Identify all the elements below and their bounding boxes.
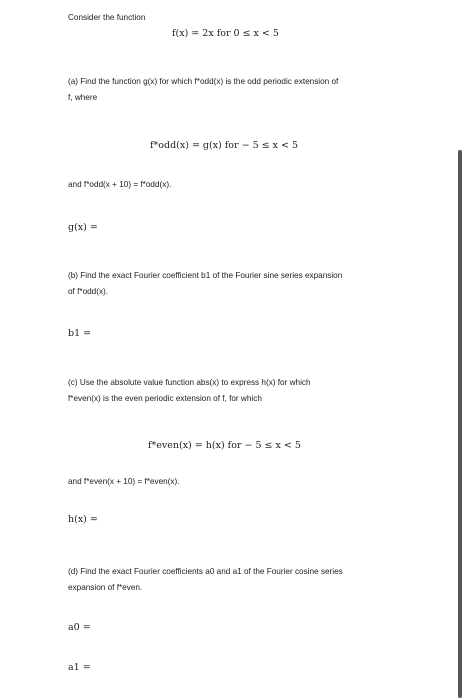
part-d-text-line1: (d) Find the exact Fourier coefficients a0 and a1 of the Fourier cosine series [68, 567, 343, 576]
answer-a1-label: a1 = [68, 662, 91, 673]
part-b-text-line1: (b) Find the exact Fourier coefficient b1 of the Fourier sine series expansion [68, 271, 343, 280]
part-a-equation: f*odd(x) = g(x) for − 5 ≤ x < 5 [150, 140, 299, 151]
answer-g-label: g(x) = [68, 222, 98, 233]
part-a-and-text: and f*odd(x + 10) = f*odd(x). [68, 180, 172, 189]
part-c-and-text: and f*even(x + 10) = f*even(x). [68, 477, 180, 486]
answer-b1-label: b1 = [68, 328, 92, 339]
answer-a0-label: a0 = [68, 622, 91, 633]
part-c-text-line1: (c) Use the absolute value function abs(x) to express h(x) for which [68, 378, 311, 387]
part-a-text-line2: f, where [68, 93, 98, 102]
answer-h-label: h(x) = [68, 514, 98, 525]
part-c-equation: f*even(x) = h(x) for − 5 ≤ x < 5 [148, 440, 301, 451]
function-definition: f(x) = 2x for 0 ≤ x < 5 [172, 28, 279, 39]
part-a-text-line1: (a) Find the function g(x) for which f*odd(x) is the odd periodic extension of [68, 77, 339, 86]
vertical-scrollbar[interactable] [458, 150, 462, 698]
part-d-text-line2: expansion of f*even. [68, 583, 143, 592]
part-c-text-line2: f*even(x) is the even periodic extension of f, for which [68, 394, 262, 403]
part-b-text-line2: of f*odd(x). [68, 287, 109, 296]
intro-text: Consider the function [68, 13, 146, 22]
